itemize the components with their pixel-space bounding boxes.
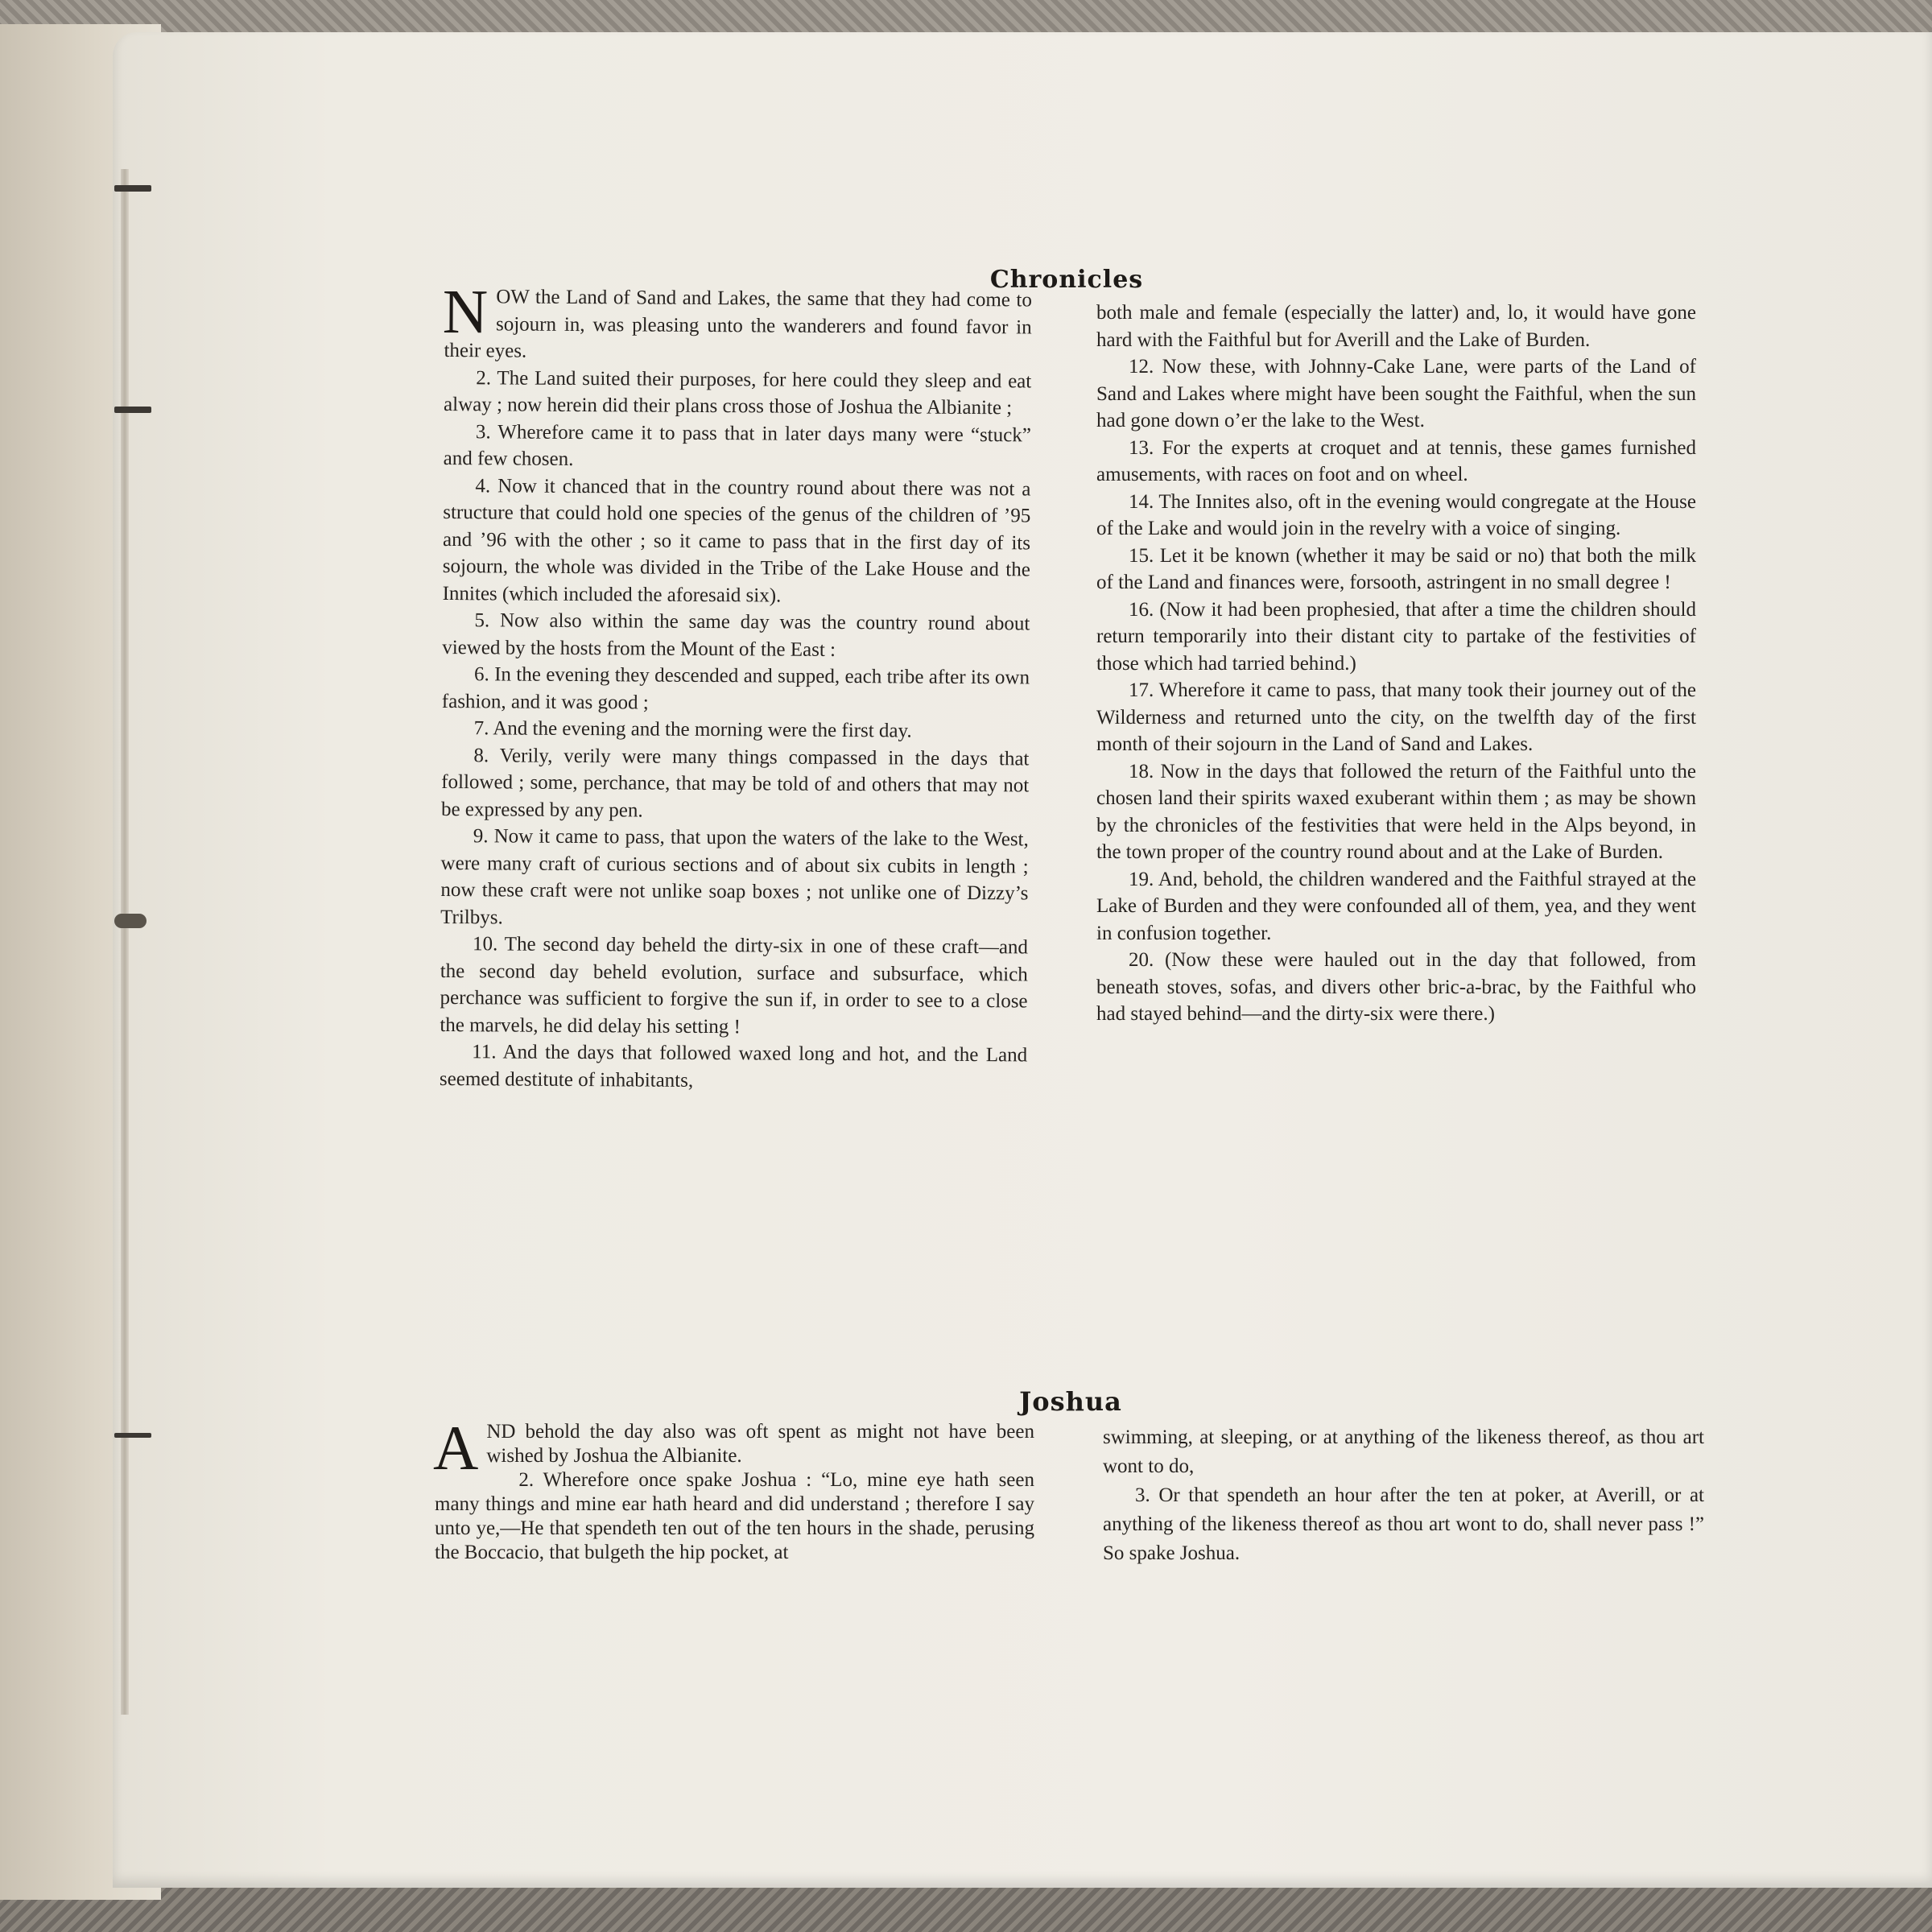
joshua-left-column — [433, 1413, 1034, 1565]
paragraph: 3. Or that spendeth an hour after the ten at poker, at Averill, or at anything of the likeness thereof as thou art wont to do, shall never pass !” So spake Joshua. — [1103, 1484, 1704, 1564]
binding-thread — [121, 169, 129, 1715]
paragraph — [433, 1413, 1034, 1483]
stitch — [114, 1433, 151, 1438]
paragraph: 12. Now these, with Johnny-Cake Lane, were parts of the Land of Sand and Lakes where might have been sought the Faithful, when the sun had gone down o’er the lake to the West. — [1096, 356, 1696, 431]
paragraph: 10. The second day beheld the dirty-six in one of these craft—and the second day beheld evolution, surface and subsurface, which perchance was sufficient to forgive the sun if, in order to see to a close the marvels, he did delay his setting ! — [440, 933, 1029, 1038]
paragraph: 9. Now it came to pass, that upon the waters of the lake to the West, were many craft of curious sections and of about six cubits in length ; now these craft were not unlike soap boxes ; not unlike one of Dizzy’s Trilbys. — [440, 825, 1029, 928]
paragraph: 4. Now it chanced that in the country round about there was not a structure that could hold one species of the genus of the children of ’95 and ’96 with the other ; so it came to pass that in the first day of its sojourn, the whole was divided in the Tribe of the Lake House and the Innites (which included the aforesaid six). — [442, 474, 1031, 607]
chronicles-left-column — [439, 275, 1032, 1096]
paragraph-text: OW the Land of Sand and Lakes, the same that they had come to sojourn in, was pleasing unto the wanderers and found favor in their eyes. — [444, 286, 1032, 362]
paragraph: 2. Wherefore once spake Joshua : “Lo, mine eye hath seen many things and mine ear hath heard and did understand ; therefore I say unto ye,—He that spendeth ten out of the ten hours in the shade, perusing the Boccacio, that bulgeth the hip pocket, at — [435, 1469, 1034, 1563]
paragraph: swimming, at sleeping, or at anything of the likeness thereof, as thou art wont to do, — [1103, 1426, 1704, 1477]
stitch — [114, 407, 151, 413]
section-heading-chronicles: Chronicles — [989, 266, 1144, 294]
drop-cap: N — [442, 275, 489, 347]
paragraph: 13. For the experts at croquet and at tennis, these games furnished amusements, with races on foot and on wheel. — [1096, 436, 1696, 485]
paragraph: 16. (Now it had been prophesied, that after a time the children should return temporarily into their distant city to partake of the festivities of those which had tarried behind.) — [1096, 598, 1696, 675]
paragraph: 8. Verily, verily were many things compassed in the days that followed ; some, perchance, that may be told of and others that may not be expressed by any pen. — [440, 744, 1030, 822]
paragraph: 18. Now in the days that followed the return of the Faithful unto the chosen land their spirits waxed exuberant within them ; as may be shown by the chronicles of the festivities that were held in the Alps beyond, in the town proper of the country round about and at the Lake of Burden. — [1096, 760, 1696, 863]
paragraph: 3. Wherefore came it to pass that in later days many were “stuck” and few chosen. — [443, 420, 1031, 470]
paragraph: 11. And the days that followed waxed long and hot, and the Land seemed destitute of inhabitants, — [439, 1041, 1028, 1092]
paragraph: 6. In the evening they descended and supped, each tribe after its own fashion, and it was good ; — [441, 663, 1030, 714]
section-heading-joshua: Joshua — [1019, 1386, 1122, 1417]
paragraph: 15. Let it be known (whether it may be said or no) that both the milk of the Land and finances were, forsooth, astringent in no small degree ! — [1096, 544, 1696, 593]
paragraph: 19. And, behold, the children wandered and the Faithful strayed at the Lake of Burden and they were confounded all of them, yea, and they went in confusion together. — [1096, 868, 1696, 944]
paragraph: 7. And the evening and the morning were the first day. — [473, 717, 912, 742]
drop-cap: A — [433, 1413, 479, 1483]
paragraph: 5. Now also within the same day was the country round about viewed by the hosts from the Mount of the East : — [442, 609, 1030, 661]
paragraph: 14. The Innites also, oft in the evening would congregate at the House of the Lake and would join in the revelry with a voice of singing. — [1096, 490, 1696, 539]
chronicles-right-column — [1096, 299, 1696, 1028]
stitch — [114, 185, 151, 192]
joshua-right-column — [1103, 1423, 1704, 1568]
paragraph-text: ND behold the day also was oft spent as might not have been wished by Joshua the Albianite. — [486, 1421, 1034, 1467]
paragraph: 17. Wherefore it came to pass, that many took their journey out of the Wilderness and returned unto the city, on the twelfth day of the first month of their sojourn in the Land of Sand and Lakes. — [1096, 679, 1696, 755]
stitch — [114, 914, 147, 928]
paragraph — [442, 275, 1032, 368]
paragraph: both male and female (especially the latter) and, lo, it would have gone hard with the Faithful but for Averill and the Lake of Burden. — [1096, 302, 1696, 351]
paragraph: 2. The Land suited their purposes, for here could they sleep and eat alway ; now herein did their plans cross those of Joshua the Albianite ; — [443, 366, 1032, 419]
paragraph: 20. (Now these were hauled out in the day that followed, from beneath stoves, sofas, and divers other bric-a-brac, by the Faithful who had stayed behind—and the dirty-six were there.) — [1096, 949, 1696, 1025]
